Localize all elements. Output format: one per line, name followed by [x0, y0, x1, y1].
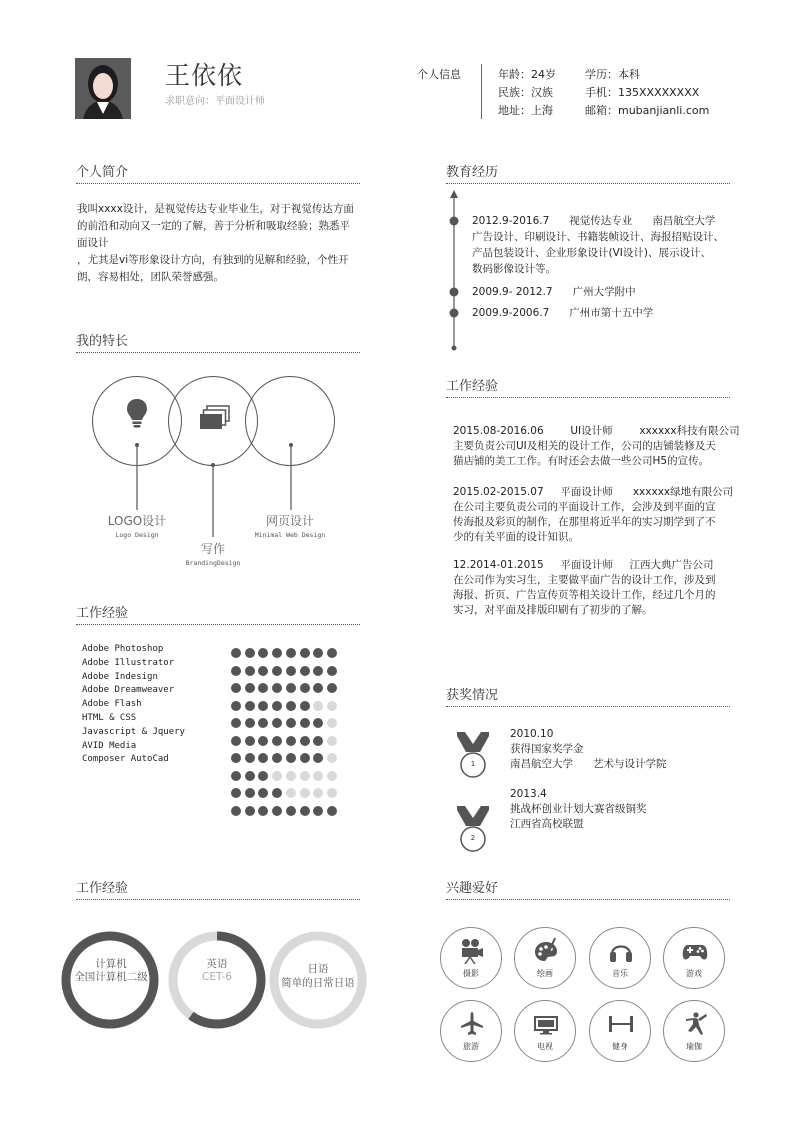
- language-name: 英语: [206, 958, 228, 970]
- skill-dot: [327, 806, 337, 816]
- skill-dot: [231, 753, 241, 763]
- work-line: 实习，对平面及排版印刷有了初步的了解。: [453, 604, 653, 616]
- job-intent: 求职意向：平面设计师: [165, 96, 265, 107]
- work-item-3: [453, 558, 733, 618]
- work-line: 猫店铺的美工工作。有时还会去做一些公司H5的宣传。: [453, 455, 710, 467]
- skill-dot: [245, 701, 255, 711]
- skill-dot: [258, 806, 268, 816]
- skill-name: Javascript & Jquery: [82, 726, 185, 737]
- skill-dot: [300, 736, 310, 746]
- language-level: CET-6: [202, 971, 232, 983]
- specialty-web: [247, 512, 333, 539]
- specialty-logo: [94, 512, 180, 539]
- skill-dot: [231, 806, 241, 816]
- skill-dot: [286, 648, 296, 658]
- skill-dot: [272, 666, 282, 676]
- skill-dot: [300, 701, 310, 711]
- skill-dot: [313, 806, 323, 816]
- specialty-label: 网页设计: [265, 514, 314, 528]
- skills-divider: [76, 624, 360, 625]
- yoga-icon: [682, 1011, 708, 1037]
- skill-dot: [300, 718, 310, 728]
- hobby-label: 电视: [537, 1042, 553, 1051]
- education-item-1: [472, 213, 732, 277]
- skill-dot: [245, 648, 255, 658]
- info-ethnic: 民族：汉族: [498, 86, 553, 99]
- award-item-1: [510, 727, 667, 772]
- work-line: 传海报及彩页的制作，在那里将近半年的实习期学到了不: [453, 516, 716, 528]
- skill-dot: [231, 648, 241, 658]
- language-english: [170, 958, 264, 984]
- info-address: 地址：上海: [498, 104, 553, 117]
- specialty-sub: Minimal Web Design: [254, 531, 326, 539]
- info-email: 邮箱：mubanjianli.com: [585, 104, 710, 117]
- skill-dot: [272, 648, 282, 658]
- skill-dot: [258, 771, 268, 781]
- language-level: 全国计算机二级: [74, 971, 148, 983]
- skill-dot: [258, 718, 268, 728]
- education-title: 教育经历: [446, 165, 499, 180]
- skill-dot: [286, 683, 296, 693]
- tv-icon: [533, 1011, 559, 1037]
- work-divider: [446, 397, 730, 398]
- language-name: 计算机: [95, 958, 127, 970]
- skill-dot: [272, 718, 282, 728]
- skills-title: 工作经验: [76, 606, 129, 621]
- skill-dot: [272, 771, 282, 781]
- skill-dot: [327, 683, 337, 693]
- hobby-travel: [440, 1000, 502, 1062]
- hobby-tv: [514, 1000, 576, 1062]
- hobby-label: 健身: [612, 1042, 628, 1051]
- skill-dot: [300, 771, 310, 781]
- skill-name: Adobe Indesign: [82, 671, 158, 682]
- medal-number: 2: [470, 834, 476, 842]
- intro-title: 个人简介: [76, 165, 129, 180]
- gamepad-icon: [682, 938, 708, 964]
- skill-dot: [286, 771, 296, 781]
- skill-name: Adobe Dreamweaver: [82, 685, 175, 696]
- specialty-title: 我的特长: [76, 334, 129, 349]
- languages-title: 工作经验: [76, 881, 129, 896]
- skill-dot: [327, 666, 337, 676]
- hobby-label: 旅游: [463, 1042, 479, 1051]
- awards-divider: [446, 706, 730, 707]
- skill-dot: [231, 701, 241, 711]
- skill-dot: [300, 806, 310, 816]
- skill-name: HTML & CSS: [82, 712, 137, 723]
- skill-dot: [245, 683, 255, 693]
- airplane-icon: [460, 1011, 484, 1037]
- info-label: 个人信息: [417, 68, 461, 81]
- skill-dot: [313, 771, 323, 781]
- skill-dot: [327, 736, 337, 746]
- skill-dot: [300, 753, 310, 763]
- intro-text: [77, 201, 362, 286]
- medal-number: 1: [470, 760, 476, 768]
- intro-line: ，尤其是vi等形象设计方向，有独到的见解和经验，个性开: [77, 254, 349, 266]
- hobby-music: [589, 927, 651, 989]
- skill-dots: [231, 648, 346, 803]
- hobby-label: 游戏: [686, 969, 702, 978]
- award-org: 南昌航空大学 艺术与设计学院: [510, 758, 667, 770]
- skill-name: Adobe Photoshop: [82, 644, 164, 654]
- headphones-icon: [609, 938, 633, 964]
- award-year: 2013.4: [510, 788, 547, 800]
- skill-dot: [313, 718, 323, 728]
- intro-line: 面设计: [77, 237, 109, 249]
- skill-dot: [313, 683, 323, 693]
- skill-dot: [258, 701, 268, 711]
- specialty-writing: [170, 540, 256, 567]
- skill-dot: [231, 736, 241, 746]
- skill-dot: [313, 666, 323, 676]
- intro-divider: [76, 183, 360, 184]
- work-item-1: [453, 424, 740, 469]
- skill-name: Composer AutoCad: [82, 754, 169, 765]
- skill-dot: [327, 788, 337, 798]
- skill-dot: [272, 753, 282, 763]
- education-head: 2012.9-2016.7 视觉传达专业 南昌航空大学: [472, 215, 716, 227]
- skill-dot: [286, 701, 296, 711]
- skill-dot: [245, 806, 255, 816]
- skill-dot: [231, 718, 241, 728]
- hobby-label: 音乐: [612, 969, 628, 978]
- language-japanese: [271, 962, 365, 990]
- skill-dot: [258, 788, 268, 798]
- skill-name: Adobe Flash: [82, 699, 142, 710]
- skill-dot: [327, 718, 337, 728]
- info-divider: [481, 64, 482, 119]
- work-line: 主要负责公司UI及相关的设计工作，公司的店铺装修及天: [453, 440, 716, 452]
- hobby-painting: [514, 927, 576, 989]
- awards-title: 获奖情况: [446, 688, 499, 703]
- work-line: 在公司作为实习生，主要做平面广告的设计工作，涉及到: [453, 574, 716, 586]
- specialty-sub: BrandingDesign: [185, 559, 241, 567]
- medal-icon: [455, 804, 491, 858]
- hobby-photography: [440, 927, 502, 989]
- skill-dot: [286, 753, 296, 763]
- specialty-divider: [76, 352, 360, 353]
- medal-icon: [455, 730, 491, 784]
- skill-dot: [300, 683, 310, 693]
- skill-dot: [313, 788, 323, 798]
- skill-dot: [300, 648, 310, 658]
- skill-dot: [272, 736, 282, 746]
- info-phone: 手机：135XXXXXXXX: [585, 86, 700, 99]
- education-timeline: [444, 188, 464, 358]
- skill-dot: [245, 736, 255, 746]
- skill-dot: [300, 666, 310, 676]
- languages-divider: [76, 899, 360, 900]
- hobby-label: 摄影: [463, 969, 479, 978]
- hobby-gaming: [663, 927, 725, 989]
- skill-dot: [327, 753, 337, 763]
- skill-dot: [327, 648, 337, 658]
- education-item-3: 2009.9-2006.7 广州市第十五中学: [472, 307, 654, 319]
- skill-dot: [286, 736, 296, 746]
- work-line: 在公司主要负责公司的平面设计工作，会涉及到平面的宣: [453, 501, 716, 513]
- skill-dot: [313, 753, 323, 763]
- skill-dot: [258, 648, 268, 658]
- intro-line: 朗，容易相处，团队荣誉感强。: [77, 271, 224, 283]
- intro-line: 我叫xxxx设计，是视觉传达专业毕业生，对于视觉传达方面: [77, 203, 354, 215]
- skill-dot: [286, 718, 296, 728]
- work-head: 2015.08-2016.06 UI设计师 xxxxxx科技有限公司: [453, 425, 740, 437]
- work-line: 少的有关平面的设计知识。: [453, 531, 579, 543]
- skill-dot: [245, 753, 255, 763]
- hobby-label: 瑜伽: [686, 1042, 702, 1051]
- hobby-fitness: [589, 1000, 651, 1062]
- skill-dot: [245, 771, 255, 781]
- education-line: 数码影像设计等。: [472, 263, 556, 275]
- hobbies-divider: [446, 899, 730, 900]
- skill-dot: [231, 788, 241, 798]
- skill-name: Adobe Illustrator: [82, 657, 175, 668]
- hobby-yoga: [663, 1000, 725, 1062]
- award-name: 获得国家奖学金: [510, 743, 584, 755]
- hobby-label: 绘画: [537, 969, 553, 978]
- skill-dot: [245, 666, 255, 676]
- skill-dot: [286, 788, 296, 798]
- skill-dot: [300, 788, 310, 798]
- palette-icon: [534, 938, 558, 964]
- skill-dot: [313, 648, 323, 658]
- camera-icon: [460, 938, 484, 964]
- skill-name: AVID Media: [82, 740, 137, 751]
- education-line: 广告设计、印刷设计、书籍装帧设计、海报招贴设计、: [472, 231, 724, 243]
- education-divider: [446, 183, 730, 184]
- work-title: 工作经验: [446, 379, 499, 394]
- skill-dot: [245, 718, 255, 728]
- language-computer: [64, 958, 158, 984]
- skill-dot: [327, 771, 337, 781]
- award-item-2: [510, 787, 647, 832]
- info-age: 年龄：24岁: [498, 68, 556, 81]
- award-year: 2010.10: [510, 728, 554, 740]
- work-head: 12.2014-01.2015 平面设计师 江西大典广告公司: [453, 559, 714, 571]
- skill-dot: [272, 683, 282, 693]
- skill-dot: [245, 788, 255, 798]
- skill-list: [82, 643, 185, 767]
- skill-dot: [231, 666, 241, 676]
- skill-dot: [272, 701, 282, 711]
- language-name: 日语: [307, 963, 329, 975]
- info-degree: 学历：本科: [585, 68, 640, 81]
- specialty-label: LOGO设计: [107, 514, 167, 528]
- work-head: 2015.02-2015.07 平面设计师 xxxxxx绿地有限公司: [453, 486, 734, 498]
- award-name: 挑战杯创业计划大赛省级铜奖: [510, 803, 647, 815]
- hobbies-title: 兴趣爱好: [446, 881, 499, 896]
- skill-dot: [286, 666, 296, 676]
- specialty-label: 写作: [200, 542, 225, 556]
- skill-dot: [327, 701, 337, 711]
- education-item-2: 2009.9- 2012.7 广州大学附中: [472, 286, 636, 298]
- intro-line: 的前沿和动向又一定的了解，善于分析和吸取经验；熟悉平: [77, 220, 350, 232]
- skill-dot: [272, 806, 282, 816]
- skill-dot: [231, 771, 241, 781]
- work-line: 海报、折页、广告宣传页等相关设计工作，经过几个月的: [453, 589, 716, 601]
- skill-dot: [313, 701, 323, 711]
- specialty-sub: Logo Design: [115, 531, 159, 539]
- profile-photo: [75, 58, 131, 119]
- skill-dot: [258, 753, 268, 763]
- education-line: 产品包装设计、企业形象设计(VI设计)、展示设计、: [472, 247, 711, 259]
- skill-dot: [313, 736, 323, 746]
- skill-dot: [258, 736, 268, 746]
- skill-dot: [272, 788, 282, 798]
- skill-dot: [231, 683, 241, 693]
- skill-dot: [286, 806, 296, 816]
- skill-dot: [258, 683, 268, 693]
- skill-dot: [258, 666, 268, 676]
- language-level: 简单的日常日语: [281, 977, 355, 989]
- award-org: 江西省高校联盟: [510, 818, 584, 830]
- dumbbell-icon: [607, 1011, 635, 1037]
- work-item-2: [453, 485, 733, 545]
- candidate-name: 王依依: [165, 61, 244, 90]
